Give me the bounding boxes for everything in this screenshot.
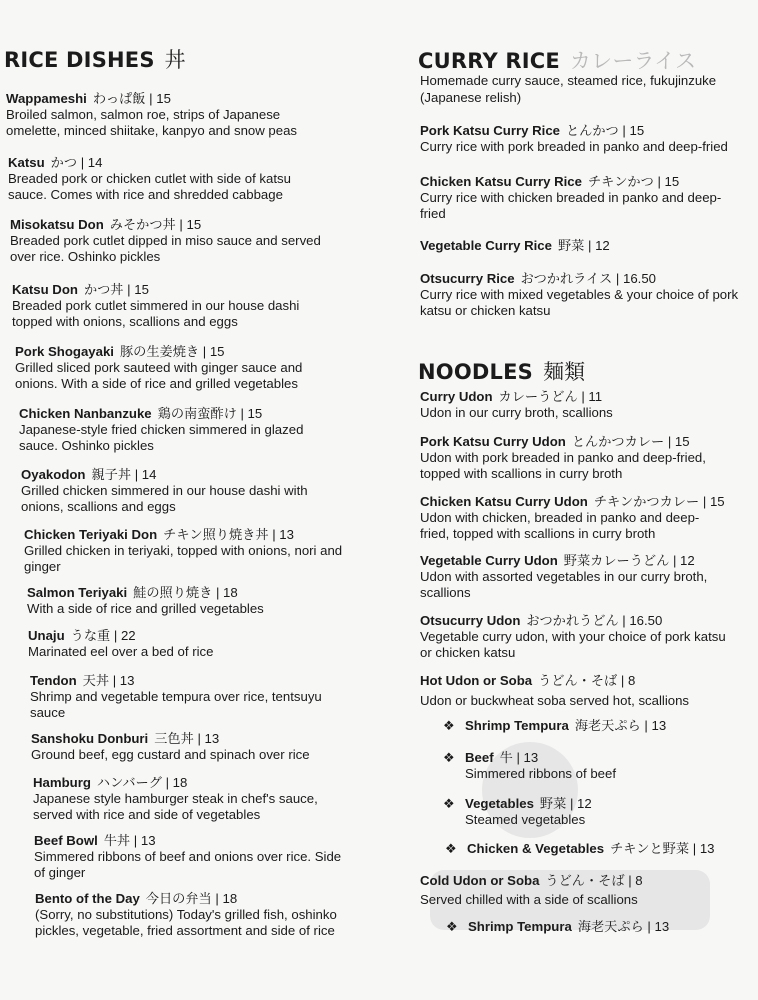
menu-item-wappameshi [6,90,336,138]
item-price: | 13 [197,731,220,746]
menu-item-tendon [30,672,340,720]
item-name: Otsucurry Rice [420,271,515,286]
item-name-jp: 親子丼 [91,467,132,482]
menu-item-hot-udon-or-soba [420,672,740,709]
item-name-jp: かつ丼 [83,282,124,297]
item-price: | 12 [569,796,592,811]
item-description: Grilled sliced pork sauteed with ginger sauce and onions. With a side of rice and grilled vegetables [15,360,303,391]
bullet-icon: ❖ [443,718,455,733]
noodles-title-jp: 麺類 [542,360,586,384]
item-description: Steamed vegetables [465,812,586,827]
item-price: | 15 [657,174,680,189]
menu-item-oyakodon [21,466,321,514]
item-name-jp: 鮭の照り焼き [133,585,213,600]
item-description: Curry rice with pork breaded in panko and deep-fried [420,139,728,154]
item-price: | 13 [644,718,667,733]
item-name: Salmon Teriyaki [27,585,128,600]
item-price: | 14 [80,155,103,170]
item-price: | 8 [628,873,643,888]
item-name: Chicken Teriyaki Don [24,527,158,542]
menu-item-curry-udon [420,388,740,421]
item-name-jp: 野菜 [557,238,585,253]
item-name-jp: チキン照り焼き丼 [163,527,269,542]
item-name-jp: 三色丼 [154,731,194,746]
item-name-jp: 野菜カレーうどん [563,553,670,568]
item-price: | 8 [620,673,636,688]
sub-item-cold-shrimp-tempura [446,918,728,935]
item-name: Hamburg [33,775,91,790]
item-price: | 15 [702,494,725,509]
item-price: | 18 [215,585,238,600]
menu-item-chicken-katsu-curry-rice [420,173,730,221]
item-price: | 15 [149,91,171,106]
item-description: Curry rice with chicken breaded in panko and deep-fried [420,190,722,221]
menu-item-unaju [28,627,328,660]
bullet-icon: ❖ [445,841,457,856]
item-description: Udon with pork breaded in panko and deep-fried, topped with scallions in curry broth [420,450,706,481]
item-name-jp: 豚の生姜焼き [119,344,200,359]
item-name-jp: 牛丼 [103,833,131,848]
menu-item-cold-udon-or-soba [420,872,740,908]
item-name-jp: 野菜 [539,796,567,811]
item-name: Katsu [8,155,45,170]
item-name: Chicken Nanbanzuke [19,406,152,421]
item-price: | 13 [133,833,156,848]
item-description: Served chilled with a side of scallions [420,892,638,907]
item-price: | 13 [272,527,294,542]
item-name-jp: うどん・そば [545,873,625,888]
menu-item-vegetable-curry-udon [420,552,720,600]
item-name: Shrimp Tempura [468,919,572,934]
item-name: Curry Udon [420,389,493,404]
item-name: Cold Udon or Soba [420,873,540,888]
curry-rice-subtitle: Homemade curry sauce, steamed rice, fukujinzuke (Japanese relish) [420,73,717,105]
item-name-jp: おつかれライス [520,271,613,286]
item-price: | 12 [587,238,610,253]
item-price: | 15 [622,123,645,138]
item-price: | 14 [134,467,157,482]
item-name: Sanshoku Donburi [31,731,149,746]
item-description: Grilled chicken in teriyaki, topped with onions, nori and ginger [24,543,343,574]
item-description: Japanese-style fried chicken simmered in glazed sauce. Oshinko pickles [19,422,304,453]
item-name-jp: みそかつ丼 [109,217,176,232]
bullet-icon: ❖ [443,796,455,811]
item-description: Curry rice with mixed vegetables & your choice of pork katsu or chicken katsu [420,287,739,318]
item-name-jp: わっぱ飯 [92,91,146,106]
sub-item-chicken-and-vegetables [445,840,737,857]
item-price: | 13 [647,919,670,934]
menu-item-hamburg [33,774,343,822]
curry-rice-title-text: CURRY RICE [418,49,560,73]
item-name-jp: チキンかつカレー [593,494,700,509]
item-description: Udon in our curry broth, scallions [420,405,613,420]
item-name: Otsucurry Udon [420,613,521,628]
menu-item-vegetable-curry-rice [420,237,740,254]
curry-rice-title [418,45,696,75]
rice-dishes-title [4,44,186,74]
item-description: Grilled chicken simmered in our house dashi with onions, scallions and eggs [21,483,308,514]
item-name-jp: うどん・そば [538,673,618,688]
item-description: Simmered ribbons of beef [465,766,616,781]
menu-item-chicken-katsu-curry-udon [420,493,725,541]
item-price: | 11 [581,389,603,404]
item-name-jp: 天丼 [82,673,110,688]
bullet-icon: ❖ [446,919,458,934]
item-name-jp: かつ [50,155,78,170]
item-name: Chicken Katsu Curry Udon [420,494,588,509]
item-name-jp: 牛 [499,750,513,765]
menu-item-chicken-teriyaki-don [24,526,344,574]
item-name-jp: ハンバーグ [96,775,162,790]
sub-item-vegetables [443,795,725,828]
item-name: Tendon [30,673,77,688]
menu-item-pork-shogayaki [15,343,315,391]
item-description: Vegetable curry udon, with your choice of pork katsu or chicken katsu [420,629,726,660]
item-description: Breaded pork cutlet dipped in miso sauce and served over rice. Oshinko pickles [10,233,321,264]
menu-item-misokatsu-don [10,216,330,264]
menu-item-otsucurry-udon [420,612,740,660]
item-name-jp: うな重 [70,628,111,643]
item-name: Pork Shogayaki [15,344,114,359]
item-price: | 16.50 [622,613,663,628]
item-price: | 18 [165,775,188,790]
item-name: Misokatsu Don [10,217,104,232]
menu-item-sanshoku-donburi [31,730,351,763]
item-name-jp: チキンかつ [587,174,654,189]
noodles-title [418,356,585,386]
item-description: Japanese style hamburger steak in chef's sauce, served with rice and side of vegetables [33,791,318,822]
item-name-jp: とんかつ [565,123,619,138]
item-price: | 13 [692,841,715,856]
menu-item-salmon-teriyaki [27,584,347,617]
item-name-jp: 鶏の南蛮酢け [157,406,237,421]
item-price: | 15 [127,282,149,297]
item-description: Shrimp and vegetable tempura over rice, tentsuyu sauce [30,689,322,720]
menu-item-bento-of-the-day [35,890,345,938]
item-name: Chicken Katsu Curry Rice [420,174,582,189]
item-description: Broiled salmon, salmon roe, strips of Japanese omelette, minced shiitake, kanpyo and snow peas [6,107,298,138]
item-description: Udon with chicken, breaded in panko and deep-fried, topped with scallions in curry broth [420,510,700,541]
item-price: | 13 [112,673,135,688]
item-price: | 16.50 [615,271,656,286]
menu-item-beef-bowl [34,832,344,880]
item-name-jp: おつかれうどん [526,613,619,628]
menu-item-otsucurry-rice [420,270,740,318]
item-price: | 15 [667,434,690,449]
item-price: | 13 [516,750,539,765]
item-name: Shrimp Tempura [465,718,569,733]
item-name: Vegetables [465,796,534,811]
item-description: Udon or buckwheat soba served hot, scallions [420,693,690,708]
item-name-jp: チキンと野菜 [610,841,690,856]
item-name-jp: カレーうどん [498,389,578,404]
item-name: Beef [465,750,494,765]
item-price: | 18 [215,891,238,906]
sub-item-shrimp-tempura [443,717,725,734]
menu-item-pork-katsu-curry-udon [420,433,720,481]
item-name: Beef Bowl [34,833,98,848]
item-name: Bento of the Day [35,891,140,906]
item-description: Udon with assorted vegetables in our curry broth, scallions [420,569,708,600]
item-name-jp: 海老天ぷら [574,718,641,733]
item-name-jp: 海老天ぷら [577,919,644,934]
item-description: Simmered ribbons of beef and onions over rice. Side of ginger [34,849,342,880]
menu-item-katsu [8,154,308,202]
item-price: | 22 [113,628,136,643]
menu-item-pork-katsu-curry-rice [420,122,750,155]
item-description: Ground beef, egg custard and spinach over rice [31,747,310,762]
item-name-jp: 今日の弁当 [145,891,212,906]
item-name: Wappameshi [6,91,87,106]
item-price: | 15 [202,344,225,359]
item-price: | 15 [179,217,202,232]
bullet-icon: ❖ [443,750,455,765]
item-name: Pork Katsu Curry Udon [420,434,566,449]
item-name: Vegetable Curry Rice [420,238,552,253]
item-name: Katsu Don [12,282,78,297]
item-name: Oyakodon [21,467,86,482]
item-description: (Sorry, no substitutions) Today's grilled fish, oshinko pickles, vegetable, fried assortment and side of rice [35,907,337,938]
item-name: Pork Katsu Curry Rice [420,123,560,138]
item-description: Breaded pork cutlet simmered in our house dashi topped with onions, scallions and eggs [12,298,300,329]
noodles-title-text: NOODLES [418,360,533,384]
item-name: Vegetable Curry Udon [420,553,558,568]
rice-dishes-title-jp: 丼 [164,48,186,72]
item-name: Chicken & Vegetables [467,841,605,856]
item-description: Marinated eel over a bed of rice [28,644,214,659]
item-price: | 12 [672,553,695,568]
item-description: With a side of rice and grilled vegetables [27,601,264,616]
curry-rice-title-jp: カレーライス [569,49,697,73]
sub-item-beef [443,749,725,782]
item-name-jp: とんかつカレー [571,434,665,449]
item-name: Unaju [28,628,65,643]
menu-item-chicken-nanbanzuke [19,405,339,453]
item-name: Hot Udon or Soba [420,673,533,688]
item-price: | 15 [240,406,263,421]
menu-item-katsu-don [12,281,312,329]
item-description: Breaded pork or chicken cutlet with side of katsu sauce. Comes with rice and shredded cabbage [8,171,291,202]
rice-dishes-title-text: RICE DISHES [4,48,155,72]
